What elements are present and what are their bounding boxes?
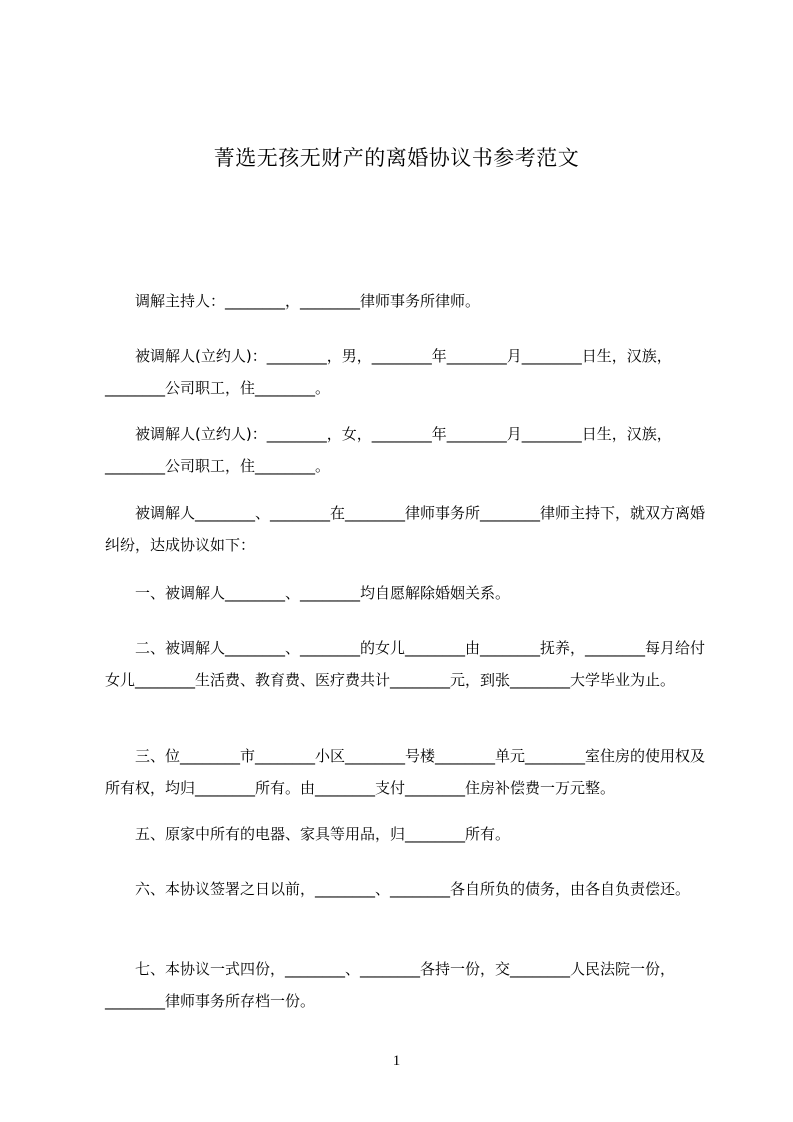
document-title: 菁选无孩无财产的离婚协议书参考范文 [213,146,580,170]
paragraph-party-male: 被调解人(立约人)：________，男，________年________月________日生，汉族，________公司职工，住________。 [105,347,672,397]
clause-household-items: 五、原家中所有的电器、家具等用品，归________所有。 [105,825,511,843]
clause-copies: 七、本协议一式四份，________、________各持一份，交________人民法院一份，________律师事务所存档一份。 [105,960,676,1010]
clause-divorce: 一、被调解人________、________均自愿解除婚姻关系。 [105,584,511,602]
clause-child-custody: 二、被调解人________、________的女儿________由________抚养，________每月给付女儿________生活费、教育费、医疗费共计________元，到张________大学毕业为止。 [105,639,706,689]
clause-housing: 三、位________市________小区________号楼________单元________室住房的使用权及所有权，均归________所有。由________支付________住房补偿费一万元整。 [105,747,706,797]
paragraph-agreement-intro: 被调解人________、________在________律师事务所________律师主持下，就双方离婚纠纷，达成协议如下： [105,504,706,554]
paragraph-mediator: 调解主持人：________，________律师事务所律师。 [105,292,481,310]
paragraph-party-female: 被调解人(立约人)：________，女，________年________月________日生，汉族，________公司职工，住________。 [105,425,672,475]
clause-debts: 六、本协议签署之日以前，________、________各自所负的债务，由各自负责偿还。 [105,880,691,898]
page-number: 1 [392,1053,401,1069]
